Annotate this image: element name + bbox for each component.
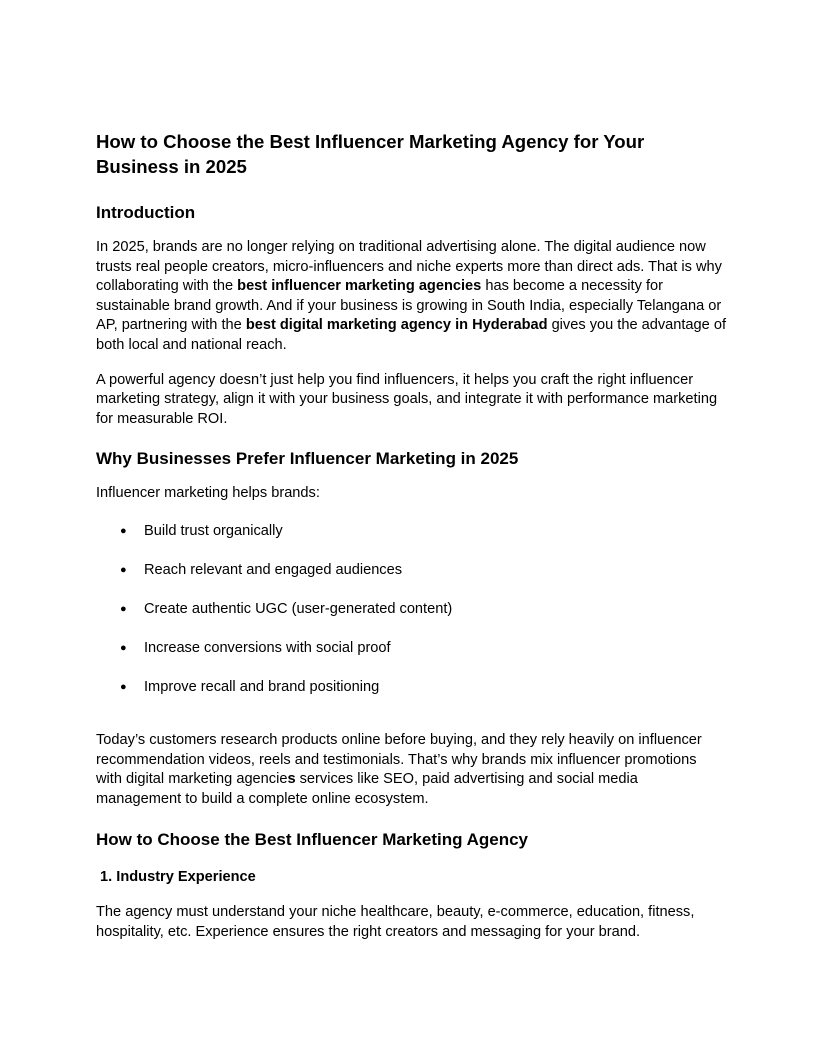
subheading-industry-experience: 1. Industry Experience (96, 869, 256, 886)
why-bullet-list (96, 522, 726, 697)
list-item (96, 600, 726, 619)
intro-bold-link-1: best influencer marketing agencies (237, 278, 482, 295)
list-item (96, 522, 726, 541)
why-lead-text: Influencer marketing helps brands: (96, 485, 320, 502)
bullet-icon: ● (120, 563, 127, 576)
bullet-icon: ● (120, 602, 127, 615)
bullet-icon: ● (120, 680, 127, 693)
list-item-text: Build trust organically (144, 522, 283, 539)
list-item (96, 561, 726, 580)
intro-text-1: In 2025, brands are no longer relying on traditional advertising alone. The digital audience now trusts real people creators, micro-influencers and niche experts more than direct ads. That is why collaborating with the (96, 239, 722, 295)
bullet-icon: ● (120, 524, 127, 537)
bullet-icon: ● (120, 641, 127, 654)
why-text-1: Today’s customers research products online before buying, and they rely heavily on influencer recommendation videos, reels and testimonials. That’s why brands mix influencer promotions with digital marketing agencie (96, 731, 702, 788)
intro-bold-link-2: best digital marketing agency in Hyderabad (245, 317, 548, 334)
section-heading-introduction: Introduction (96, 203, 196, 222)
intro-paragraph-2: A powerful agency doesn’t just help you find influencers, it helps you craft the right influencer marketing strategy, align it with your business goals, and integrate it with performance marketing for measurable ROI. (96, 371, 718, 427)
intro-paragraph-1 (96, 238, 726, 356)
intro-text-2: has become a necessity for sustainable brand growth. And if your business is growing in South India, especially Telangana or AP, partnering with the (96, 278, 722, 334)
why-text-2: services like SEO, paid advertising and social media management to build a complete online ecosystem. (96, 771, 638, 807)
intro-text-3: gives you the advantage of both local and national reach. (96, 317, 727, 353)
why-paragraph (96, 731, 726, 809)
list-item-text: Reach relevant and engaged audiences (144, 561, 403, 578)
section-heading-why: Why Businesses Prefer Influencer Marketing in 2025 (96, 449, 519, 469)
list-item-text: Increase conversions with social proof (144, 639, 391, 656)
why-bold-s: s (287, 771, 296, 788)
section-heading-choose: How to Choose the Best Influencer Marketing Agency (96, 830, 528, 850)
document-title: How to Choose the Best Influencer Marketing Agency for Your Business in 2025 (96, 131, 645, 177)
industry-experience-paragraph: The agency must understand your niche healthcare, beauty, e-commerce, education, fitness, hospitality, etc. Experience ensures the right creators and messaging for your brand. (96, 904, 695, 940)
document-page (96, 130, 726, 943)
list-item-text: Create authentic UGC (user-generated content) (144, 600, 453, 617)
list-item (96, 678, 726, 697)
list-item (96, 639, 726, 658)
list-item-text: Improve recall and brand positioning (144, 678, 380, 695)
